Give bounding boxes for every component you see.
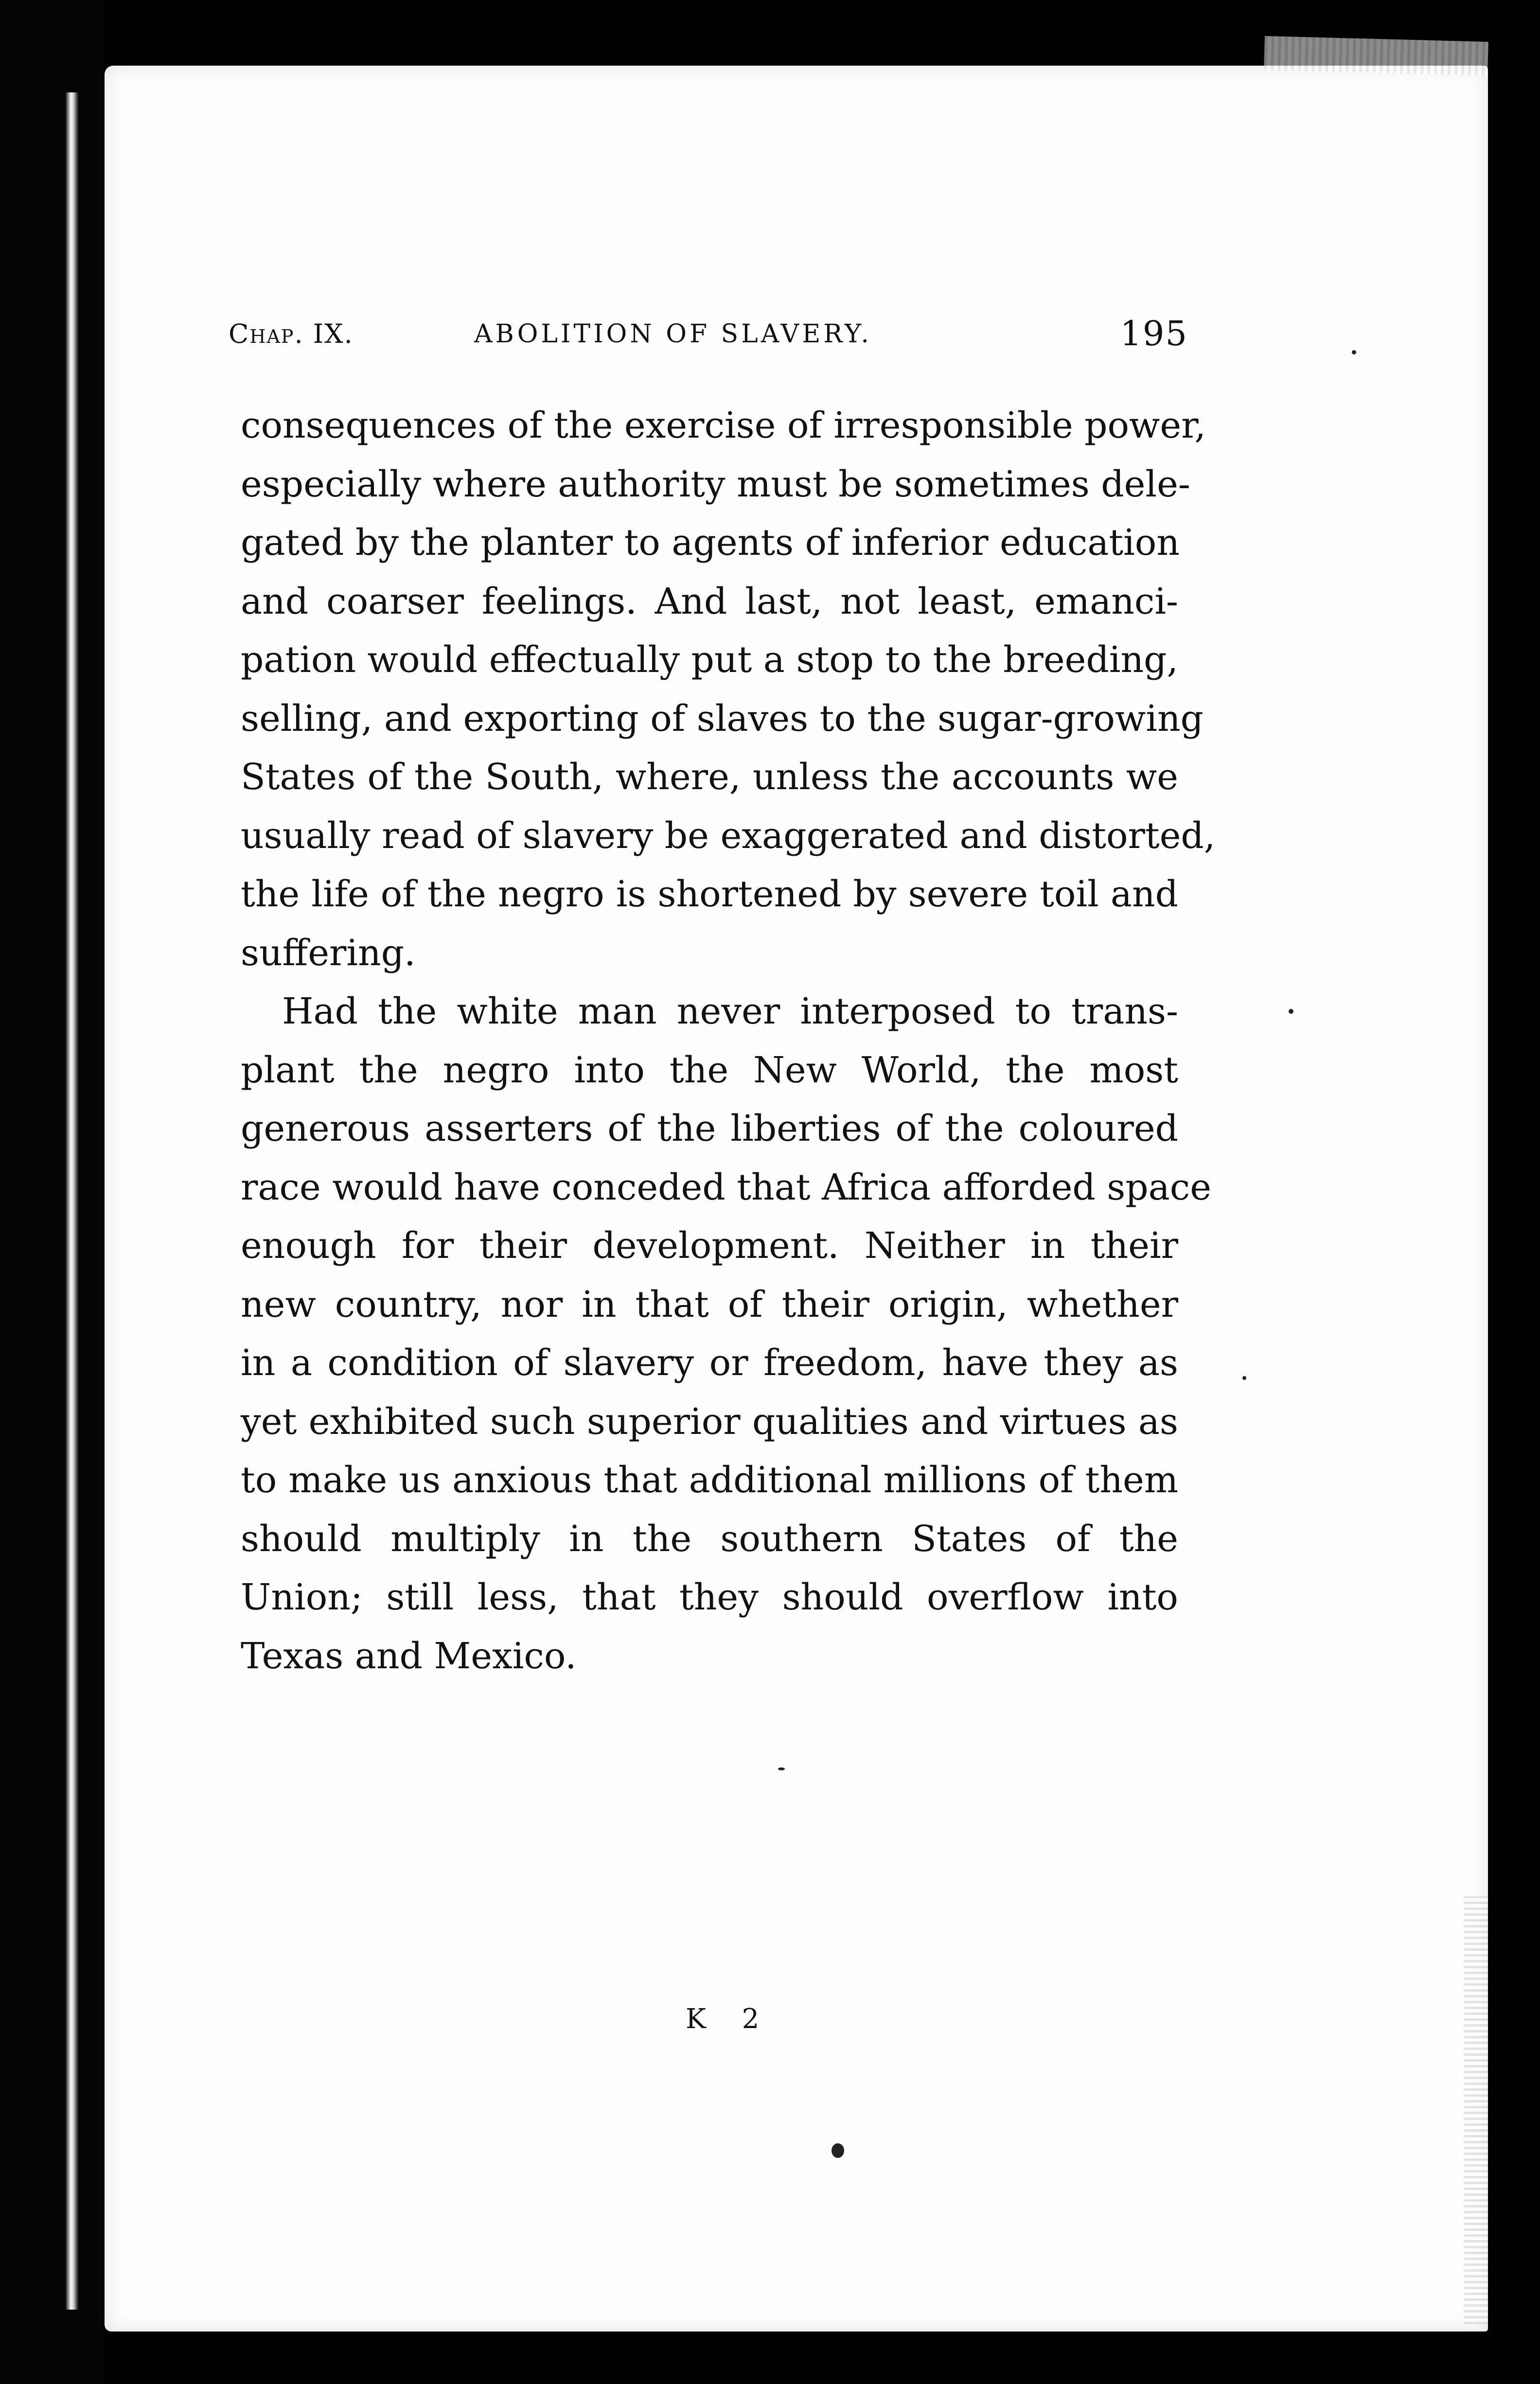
text-line: to make us anxious that additional millions of them [241,1459,1178,1501]
text-line: Union; still less, that they should overflow into [241,1576,1178,1618]
paragraph-1 [241,396,1216,982]
text-line: yet exhibited such superior qualities and virtues as [241,1400,1178,1443]
ink-speck [778,1767,785,1770]
adjacent-page-edge [66,92,78,2310]
ink-speck [1242,1376,1246,1380]
scan-left-border [0,0,105,2384]
ink-speck [1289,1009,1293,1014]
text-line: selling, and exporting of slaves to the sugar-growing [241,697,1204,740]
chapter-label: Chap. IX. [229,318,354,349]
ink-speck [1352,350,1356,354]
text-line: usually read of slavery be exaggerated and distorted, [241,814,1216,857]
text-line: new country, nor in that of their origin, whether [241,1283,1178,1325]
paragraph-2 [241,982,1212,1685]
running-title: ABOLITION OF SLAVERY. [474,319,872,349]
text-line: suffering. [241,932,416,974]
ink-speck [832,2143,844,2158]
text-line: Had the white man never interposed to trans- [282,990,1178,1032]
text-line: the life of the negro is shortened by severe toil and [241,873,1178,915]
text-line: gated by the planter to agents of inferior education [241,522,1180,564]
text-line: race would have conceded that Africa afforded space [241,1166,1212,1208]
text-line: Texas and Mexico. [241,1635,577,1677]
text-line: enough for their development. Neither in their [241,1225,1178,1267]
body-text [241,396,1216,1685]
text-line: and coarser feelings. And last, not least, emanci- [241,580,1178,622]
text-line: pation would effectually put a stop to the breeding, [241,639,1179,681]
page-edge-wear-right [1464,1896,1488,2324]
page-edge-wear-top [1264,36,1488,76]
text-line: in a condition of slavery or freedom, have they as [241,1342,1178,1384]
text-line: consequences of the exercise of irresponsible power, [241,405,1206,446]
signature-mark: K 2 [686,2003,773,2035]
page-number: 195 [1120,314,1188,353]
running-head [216,314,1188,362]
text-line: plant the negro into the New World, the most [241,1049,1178,1091]
text-line: generous asserters of the liberties of the coloured [241,1108,1178,1149]
text-line: especially where authority must be sometimes dele- [241,463,1190,505]
text-line: States of the South, where, unless the accounts we [241,756,1178,798]
text-line: should multiply in the southern States of the [241,1518,1178,1560]
